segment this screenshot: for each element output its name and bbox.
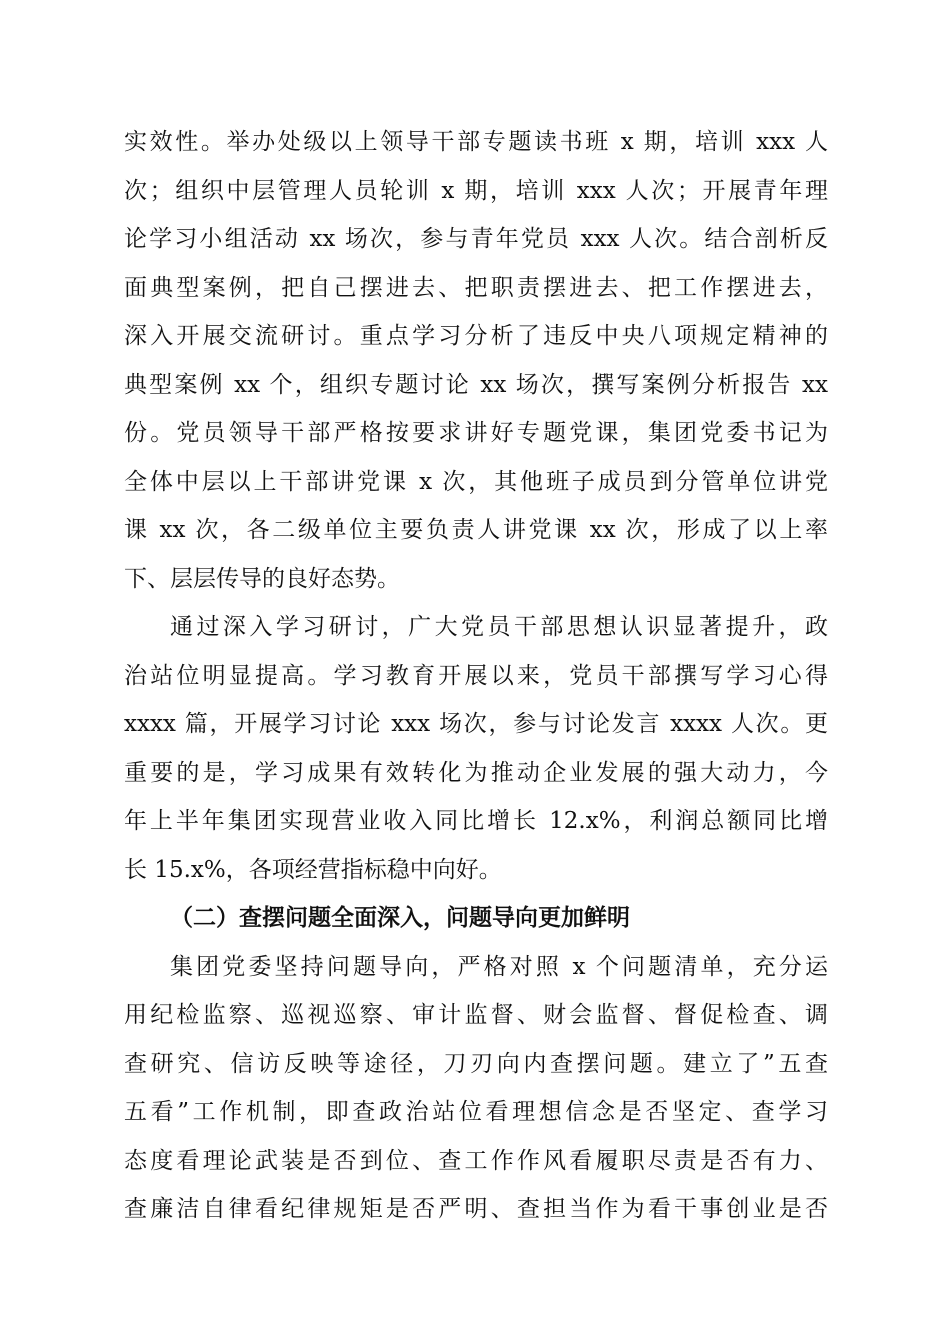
text-line: 全体中层以上干部讲党课 x 次，其他班子成员到分管单位讲党: [124, 468, 828, 495]
text-line: 下、层层传导的良好态势。: [124, 565, 400, 592]
text-line: 实效性。举办处级以上领导干部专题读书班 x 期，培训 xxx 人: [124, 129, 828, 155]
text-line: 治站位明显提高。学习教育开展以来，党员干部撰写学习心得: [124, 662, 828, 689]
text-line: 态度看理论武装是否到位、查工作作风看履职尽责是否有力、: [124, 1147, 828, 1174]
text-line: 年上半年集团实现营业收入同比增长 12.x%，利润总额同比增: [124, 808, 828, 834]
paragraph-2: [124, 603, 828, 894]
text-line: 份。党员领导干部严格按要求讲好专题党课，集团党委书记为: [124, 420, 828, 446]
paragraph-3: [124, 943, 828, 1234]
text-line: 用纪检监察、巡视巡察、审计监督、财会监督、督促检查、调: [124, 1002, 828, 1028]
text-line: xxxx 篇，开展学习讨论 xxx 场次，参与讨论发言 xxxx 人次。更: [124, 711, 828, 737]
text-line: 查廉洁自律看纪律规矩是否严明、查担当作为看干事创业是否: [124, 1196, 828, 1222]
text-line: 五看”工作机制，即查政治站位看理想信念是否坚定、查学习: [124, 1099, 828, 1125]
text-line: 面典型案例，把自己摆进去、把职责摆进去、把工作摆进去，: [124, 274, 828, 301]
text-line: 集团党委坚持问题导向，严格对照 x 个问题清单，充分运: [170, 953, 828, 980]
document-body: [124, 118, 828, 1234]
text-line: 课 xx 次，各二级单位主要负责人讲党课 xx 次，形成了以上率: [124, 517, 828, 543]
text-line: 典型案例 xx 个，组织专题讨论 xx 场次，撰写案例分析报告 xx: [124, 371, 828, 398]
text-line: 深入开展交流研讨。重点学习分析了违反中央八项规定精神的: [124, 323, 828, 349]
text-line: 论学习小组活动 xx 场次，参与青年党员 xxx 人次。结合剖析反: [124, 226, 828, 252]
text-line: 长 15.x%，各项经营指标稳中向好。: [124, 856, 502, 883]
paragraph-1: [124, 118, 828, 603]
text-line: 通过深入学习研讨，广大党员干部思想认识显著提升，政: [170, 614, 828, 640]
section-heading: （二）查摆问题全面深入，问题导向更加鲜明: [170, 904, 630, 931]
text-line: 重要的是，学习成果有效转化为推动企业发展的强大动力，今: [124, 759, 828, 786]
text-line: 次；组织中层管理人员轮训 x 期，培训 xxx 人次；开展青年理: [124, 177, 828, 204]
text-line: 查研究、信访反映等途径，刀刃向内查摆问题。建立了”五查: [124, 1050, 828, 1077]
